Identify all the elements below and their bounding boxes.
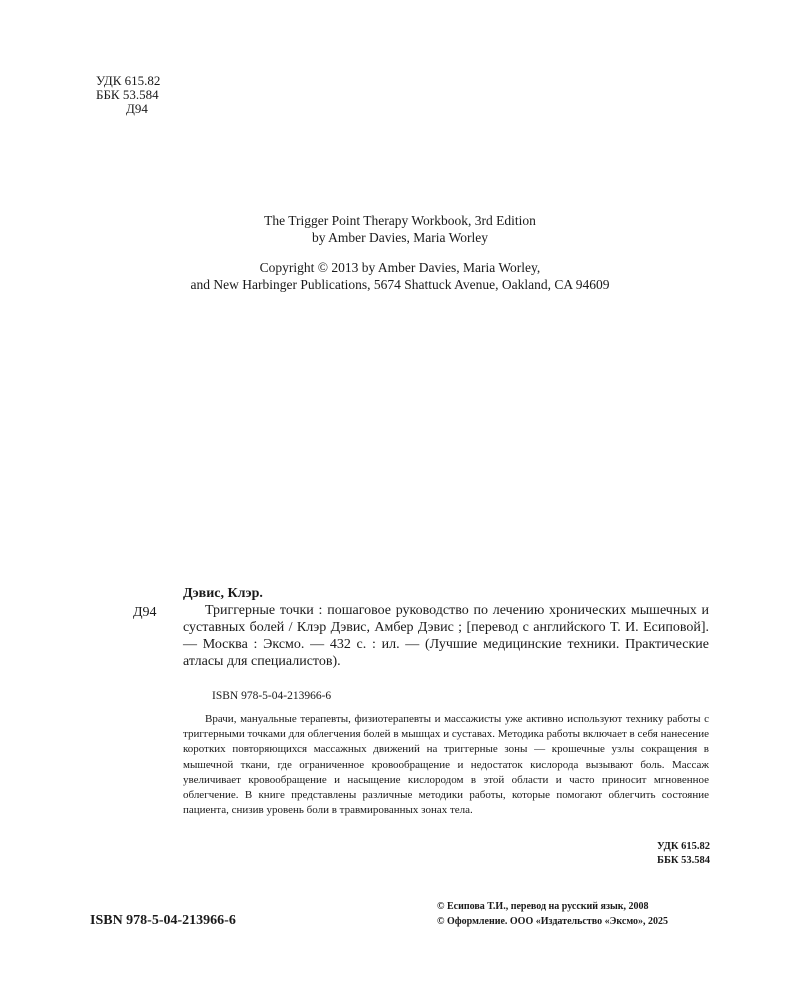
- bibliographic-record: [183, 585, 709, 670]
- bibliography-author: Дэвис, Клэр.: [183, 586, 263, 601]
- bibliography-author-mark: Д94: [133, 605, 157, 620]
- isbn-large: ISBN 978-5-04-213966-6: [90, 913, 236, 928]
- translation-copyright: © Есипова Т.И., перевод на русский язык, 2008: [437, 901, 649, 912]
- classification-codes-bottom: [560, 840, 710, 868]
- original-copyright: [0, 259, 800, 293]
- copyright-line-1: Copyright © 2013 by Amber Davies, Maria Worley,: [259, 260, 541, 275]
- design-copyright: © Оформление. ООО «Издательство «Эксмо», 2025: [437, 916, 668, 927]
- original-authors: by Amber Davies, Maria Worley: [312, 230, 488, 245]
- isbn-small: ISBN 978-5-04-213966-6: [212, 690, 332, 702]
- copyright-notices: [437, 899, 668, 929]
- classification-codes-top: [96, 74, 160, 116]
- bbk-code-bottom: ББК 53.584: [657, 855, 710, 866]
- copyright-line-2: and New Harbinger Publications, 5674 Shattuck Avenue, Oakland, CA 94609: [190, 277, 610, 292]
- udk-code-bottom: УДК 615.82: [657, 841, 710, 852]
- bbk-code: ББК 53.584: [96, 87, 159, 102]
- author-mark: Д94: [126, 101, 148, 116]
- original-title: The Trigger Point Therapy Workbook, 3rd Edition: [264, 213, 536, 228]
- original-edition-info: [0, 212, 800, 246]
- bibliography-description: Триггерные точки : пошаговое руководство по лечению хронических мышечных и суставных болей / Клэр Дэвис, Амбер Дэвис ; [перевод с английского Т. И. Есиповой]. — Москва : Эксмо. — 432 с. : ил. — (Лучшие медицинские техники. Практические атласы для специалистов).: [183, 603, 709, 669]
- udk-code: УДК 615.82: [96, 73, 161, 88]
- annotation-text: Врачи, мануальные терапевты, физиотерапевты и массажисты уже активно используют технику работы с триггерными точками для облегчения болей в мышцах и суставах. Методика работы включает в себя нанесение коротких повторяющихся массажных движений на триггерные зоны — крошечные узлы сокращения в мышечной ткани, где ограниченное кровообращение и недостаток кислорода вызывают боль. Массаж увеличивает кровообращение и насыщение кислородом в этой области и часто приносит мгновенное облегчение. В книге представлены различные методики работы, которые помогают облегчить состояние пациента, снизив уровень боли в травмированных зонах тела.: [183, 713, 709, 817]
